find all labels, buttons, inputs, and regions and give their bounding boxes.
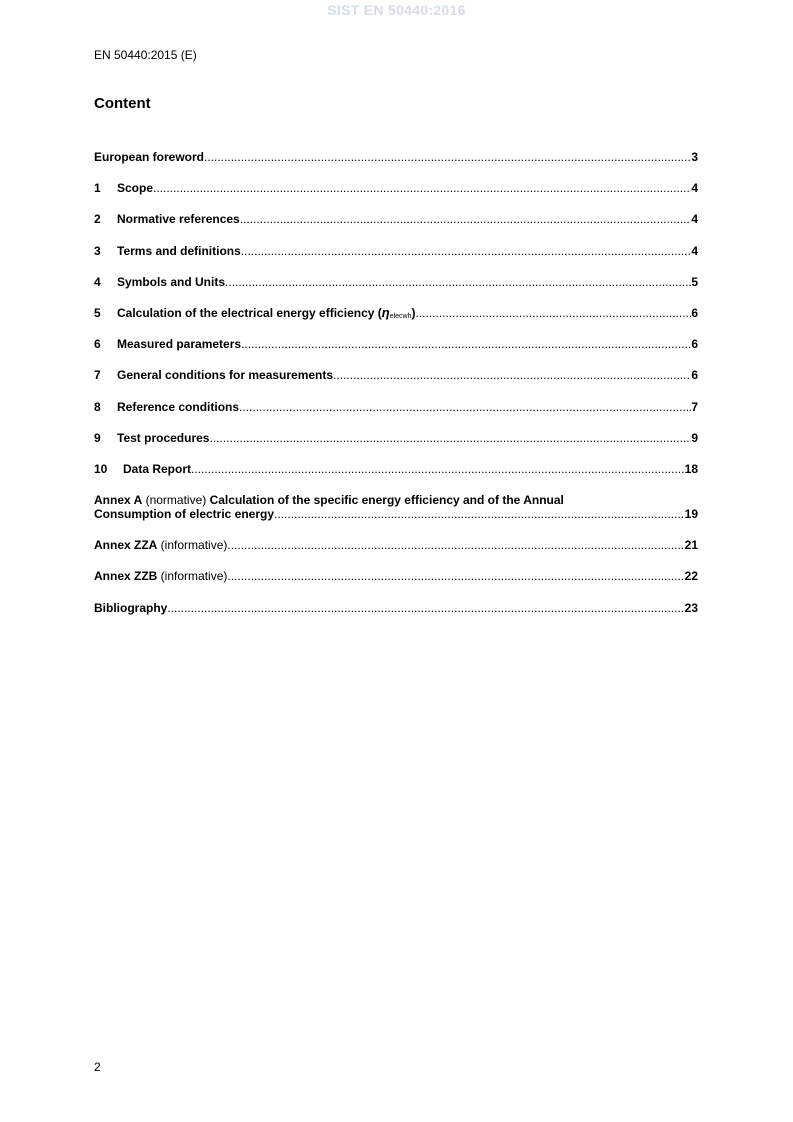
toc-entry-annex-a[interactable] — [94, 493, 698, 521]
document-id: EN 50440:2015 (E) — [94, 48, 197, 62]
annex-type: (informative) — [157, 538, 228, 553]
annex-name: Annex ZZB — [94, 569, 158, 584]
toc-leader-dots — [241, 337, 691, 351]
toc-leader-dots — [241, 244, 692, 258]
toc-entry-foreword[interactable] — [94, 150, 698, 164]
toc-entry-reference-conditions[interactable] — [94, 400, 698, 414]
toc-page-number: 6 — [691, 305, 698, 320]
toc-leader-dots — [274, 507, 685, 521]
toc-leader-dots — [227, 569, 684, 583]
page-title: Content — [94, 95, 151, 112]
toc-page-number: 4 — [691, 243, 698, 258]
toc-label: Reference conditions — [117, 399, 240, 414]
toc-label: Terms and definitions — [117, 243, 241, 258]
toc-page-number: 22 — [684, 569, 698, 584]
toc-entry-measured-parameters[interactable] — [94, 337, 698, 351]
toc-section-number: 5 — [94, 305, 101, 320]
toc-entry-annex-zza[interactable] — [94, 538, 698, 552]
toc-entry-normative-references[interactable] — [94, 212, 698, 226]
toc-section-number: 4 — [94, 274, 101, 289]
toc-label — [117, 306, 416, 324]
toc-page-number: 9 — [691, 430, 698, 445]
eta-subscript: elecwh — [389, 312, 412, 320]
toc-entry-bibliography[interactable] — [94, 601, 698, 615]
toc-page-number: 6 — [691, 368, 698, 383]
toc-entry-scope[interactable] — [94, 181, 698, 195]
toc-annex-a-line2 — [94, 507, 698, 521]
toc-entry-terms-and-definitions[interactable] — [94, 244, 698, 258]
toc-section-number: 7 — [94, 368, 101, 383]
toc-leader-dots — [204, 150, 691, 164]
toc-entry-test-procedures[interactable] — [94, 431, 698, 445]
toc-label-text: Calculation of the electrical energy efficiency ( — [117, 305, 382, 320]
toc-page-number: 21 — [684, 538, 698, 553]
toc-section-number: 10 — [94, 461, 108, 476]
toc-leader-dots — [227, 538, 684, 552]
toc-label — [94, 569, 227, 583]
toc-label: Normative references — [117, 212, 240, 227]
toc-entry-general-conditions[interactable] — [94, 368, 698, 382]
toc-label: General conditions for measurements — [117, 368, 334, 383]
toc-label — [94, 538, 227, 552]
toc-section-number: 6 — [94, 337, 101, 352]
toc-page-number: 23 — [684, 600, 698, 615]
toc-entry-data-report[interactable] — [94, 462, 698, 476]
toc-leader-dots — [416, 306, 692, 320]
annex-name: Annex ZZA — [94, 538, 158, 553]
table-of-contents — [94, 150, 698, 632]
toc-page-number: 4 — [691, 212, 698, 227]
toc-entry-calculation-efficiency[interactable] — [94, 306, 698, 320]
toc-leader-dots — [209, 431, 691, 445]
annex-type: (informative) — [157, 569, 228, 584]
toc-section-number: 9 — [94, 430, 101, 445]
toc-leader-dots — [240, 212, 692, 226]
toc-annex-a-line1 — [94, 493, 698, 507]
toc-page-number: 5 — [691, 274, 698, 289]
toc-entry-annex-zzb[interactable] — [94, 569, 698, 583]
watermark: SIST EN 50440:2016 — [327, 2, 466, 18]
page-number: 2 — [94, 1060, 101, 1074]
toc-label: Measured parameters — [117, 337, 242, 352]
annex-title-continued: Consumption of electric energy — [94, 507, 275, 522]
toc-entry-symbols-and-units[interactable] — [94, 275, 698, 289]
eta-symbol: η — [381, 304, 390, 320]
toc-label-text-end: ) — [411, 305, 416, 320]
annex-type: (normative) — [142, 493, 210, 508]
toc-label: Symbols and Units — [117, 274, 226, 289]
toc-section-number: 1 — [94, 181, 101, 196]
toc-label: Bibliography — [94, 600, 168, 615]
toc-leader-dots — [239, 400, 691, 414]
toc-page-number: 4 — [691, 181, 698, 196]
toc-leader-dots — [167, 601, 684, 615]
toc-section-number: 3 — [94, 243, 101, 258]
toc-page-number: 19 — [684, 507, 698, 522]
toc-label: Data Report — [123, 461, 192, 476]
toc-page-number: 6 — [691, 337, 698, 352]
toc-leader-dots — [333, 368, 691, 382]
toc-section-number: 8 — [94, 399, 101, 414]
toc-leader-dots — [225, 275, 691, 289]
annex-title: Calculation of the specific energy efficiency and of the Annual — [209, 493, 564, 508]
toc-leader-dots — [191, 462, 685, 476]
toc-leader-dots — [153, 181, 691, 195]
toc-label: Scope — [117, 181, 154, 196]
toc-page-number: 3 — [691, 150, 698, 164]
annex-name: Annex A — [94, 493, 143, 508]
toc-label: Test procedures — [117, 430, 210, 445]
toc-page-number: 7 — [691, 399, 698, 414]
toc-page-number: 18 — [684, 461, 698, 476]
toc-label: European foreword — [94, 150, 205, 164]
toc-section-number: 2 — [94, 212, 101, 227]
